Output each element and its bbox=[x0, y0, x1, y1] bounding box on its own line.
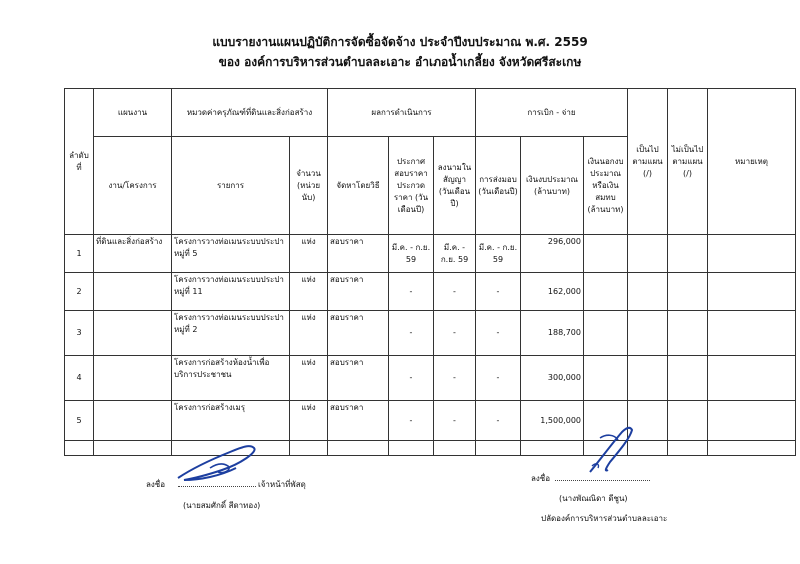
row-no: 4 bbox=[65, 356, 94, 401]
row-unit: แห่ง bbox=[290, 235, 328, 273]
left-signature-role: เจ้าหน้าที่พัสดุ bbox=[258, 480, 306, 489]
header-progress: ผลการดำเนินการ bbox=[328, 89, 476, 137]
row-not-in-plan bbox=[668, 401, 708, 441]
row-announce: - bbox=[389, 401, 434, 441]
header-delivery: การส่งมอบ (วันเดือนปี) bbox=[476, 137, 521, 235]
header-not-in-plan: ไม่เป็นไปตามแผน (/) bbox=[668, 89, 708, 235]
row-contract: มี.ค. - ก.ย. 59 bbox=[434, 235, 476, 273]
header-unit: จำนวน (หน่วยนับ) bbox=[290, 137, 328, 235]
row-remark bbox=[708, 401, 796, 441]
row-method: สอบราคา bbox=[328, 235, 389, 273]
row-remark bbox=[708, 235, 796, 273]
row-project: ที่ดินและสิ่งก่อสร้าง bbox=[94, 235, 172, 273]
header-project: งาน/โครงการ bbox=[94, 137, 172, 235]
row-item: โครงการวางท่อเมนระบบประปา หมู่ที่ 2 bbox=[172, 311, 290, 356]
row-unit: แห่ง bbox=[290, 401, 328, 441]
table-row bbox=[65, 311, 796, 356]
header-offbudget: เงินนอกงบประมาณหรือเงินสมทบ (ล้านบาท) bbox=[584, 137, 628, 235]
header-disbursement: การเบิก - จ่าย bbox=[476, 89, 628, 137]
left-signature-name: (นายสมศักดิ์ สีดาทอง) bbox=[183, 501, 261, 510]
row-offbudget bbox=[584, 311, 628, 356]
row-no: 1 bbox=[65, 235, 94, 273]
row-budget: 1,500,000 bbox=[521, 401, 584, 441]
report-subtitle: ของ องค์การบริหารส่วนตำบลละเอาะ อำเภอน้ำเกลี้ยง จังหวัดศรีสะเกษ bbox=[218, 55, 582, 69]
row-delivery: - bbox=[476, 311, 521, 356]
row-project bbox=[94, 401, 172, 441]
header-remark: หมายเหตุ bbox=[708, 89, 796, 235]
row-announce: - bbox=[389, 273, 434, 311]
row-unit: แห่ง bbox=[290, 356, 328, 401]
header-budget: เงินงบประมาณ (ล้านบาท) bbox=[521, 137, 584, 235]
row-method: สอบราคา bbox=[328, 356, 389, 401]
row-method: สอบราคา bbox=[328, 401, 389, 441]
row-announce: มี.ค. - ก.ย. 59 bbox=[389, 235, 434, 273]
header-category: หมวดค่าครุภัณฑ์ที่ดินและสิ่งก่อสร้าง bbox=[172, 89, 328, 137]
table-row bbox=[65, 235, 796, 273]
row-remark bbox=[708, 273, 796, 311]
right-signature-role: ปลัดองค์การบริหารส่วนตำบลละเอาะ bbox=[541, 514, 668, 523]
row-budget: 162,000 bbox=[521, 273, 584, 311]
row-item: โครงการวางท่อเมนระบบประปา หมู่ที่ 5 bbox=[172, 235, 290, 273]
row-in-plan bbox=[628, 273, 668, 311]
row-remark bbox=[708, 356, 796, 401]
left-signature-label: ลงชื่อ bbox=[146, 480, 166, 489]
row-project bbox=[94, 273, 172, 311]
right-signature-name: (นางพัณณิดา ดีชูน) bbox=[559, 494, 628, 503]
row-unit: แห่ง bbox=[290, 273, 328, 311]
header-announce: ประกาศสอบราคาประกวดราคา (วันเดือนปี) bbox=[389, 137, 434, 235]
row-offbudget bbox=[584, 273, 628, 311]
row-budget: 300,000 bbox=[521, 356, 584, 401]
row-no: 2 bbox=[65, 273, 94, 311]
row-announce: - bbox=[389, 356, 434, 401]
table-row bbox=[65, 401, 796, 441]
row-item: โครงการวางท่อเมนระบบประปา หมู่ที่ 11 bbox=[172, 273, 290, 311]
table-row bbox=[65, 273, 796, 311]
row-budget: 296,000 bbox=[521, 235, 584, 273]
row-offbudget bbox=[584, 235, 628, 273]
row-not-in-plan bbox=[668, 356, 708, 401]
header-method: จัดหาโดยวิธี bbox=[328, 137, 389, 235]
row-contract: - bbox=[434, 311, 476, 356]
header-plan: แผนงาน bbox=[94, 89, 172, 137]
row-not-in-plan bbox=[668, 235, 708, 273]
row-not-in-plan bbox=[668, 273, 708, 311]
header-row-1 bbox=[65, 89, 796, 137]
right-handwritten-signature bbox=[570, 420, 650, 480]
row-no: 5 bbox=[65, 401, 94, 441]
row-budget: 188,700 bbox=[521, 311, 584, 356]
row-method: สอบราคา bbox=[328, 311, 389, 356]
row-contract: - bbox=[434, 401, 476, 441]
procurement-plan-table bbox=[64, 88, 796, 456]
row-no: 3 bbox=[65, 311, 94, 356]
table-row bbox=[65, 356, 796, 401]
row-delivery: - bbox=[476, 401, 521, 441]
row-delivery: - bbox=[476, 273, 521, 311]
row-remark bbox=[708, 311, 796, 356]
row-item: โครงการก่อสร้างเมรุ bbox=[172, 401, 290, 441]
row-delivery: มี.ค. - ก.ย. 59 bbox=[476, 235, 521, 273]
header-item: รายการ bbox=[172, 137, 290, 235]
row-project bbox=[94, 311, 172, 356]
row-contract: - bbox=[434, 356, 476, 401]
report-title: แบบรายงานแผนปฏิบัติการจัดซื้อจัดจ้าง ประจำปีงบประมาณ พ.ศ. 2559 bbox=[212, 35, 588, 49]
row-project bbox=[94, 356, 172, 401]
row-in-plan bbox=[628, 356, 668, 401]
row-contract: - bbox=[434, 273, 476, 311]
header-contract: ลงนามในสัญญา (วันเดือนปี) bbox=[434, 137, 476, 235]
left-handwritten-signature bbox=[170, 440, 270, 485]
header-in-plan: เป็นไปตามแผน (/) bbox=[628, 89, 668, 235]
row-announce: - bbox=[389, 311, 434, 356]
row-item: โครงการก่อสร้างห้องน้ำเพื่อบริการประชาชน bbox=[172, 356, 290, 401]
row-unit: แห่ง bbox=[290, 311, 328, 356]
row-offbudget bbox=[584, 356, 628, 401]
row-in-plan bbox=[628, 311, 668, 356]
row-in-plan bbox=[628, 235, 668, 273]
row-method: สอบราคา bbox=[328, 273, 389, 311]
header-no: ลำดับที่ bbox=[65, 89, 94, 235]
row-delivery: - bbox=[476, 356, 521, 401]
right-signature-label: ลงชื่อ bbox=[531, 474, 551, 483]
row-not-in-plan bbox=[668, 311, 708, 356]
